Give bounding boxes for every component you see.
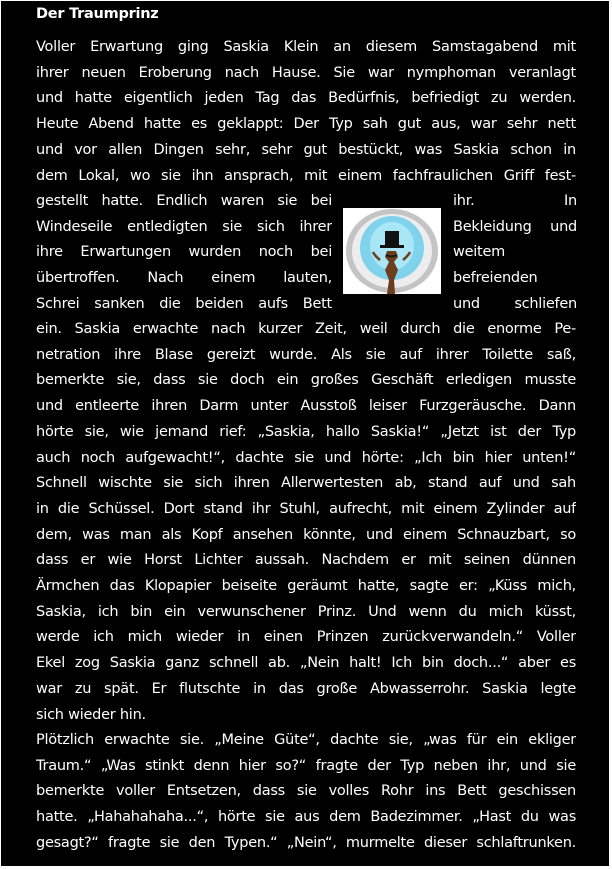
text-line: und schliefen [453, 295, 577, 312]
text-line: ihre Erwartungen wurden noch bei [36, 244, 332, 261]
text-line: und entleerte ihren Darm unter Ausstoß leiser Furzgeräusche. Dann [36, 398, 576, 415]
toilet-top-hat-stool-icon [343, 208, 441, 294]
text-line: Heute Abend hatte es geklappt: Der Typ sah gut aus, war sehr nett [36, 116, 576, 133]
text-line: gestellt hatte. Endlich waren sie bei [36, 193, 332, 209]
text-line: netration ihre Blase gereizt wurde. Als sie auf ihrer Toilette saß, [36, 346, 576, 363]
text-line: Voller Erwartung ging Saskia Klein an diesem Samstagabend mit [36, 39, 576, 55]
story-title: Der Traumprinz [36, 6, 159, 22]
text-line: und vor allen Dingen sehr, sehr gut bestückt, was Saskia schon in [36, 141, 576, 158]
text-line: Saskia, ich bin ein verwunschener Prinz. Und wenn du mich küsst, [36, 603, 576, 620]
text-line: ein. Saskia erwachte nach kurzer Zeit, weil durch die enorme Pe- [36, 321, 576, 337]
text-line: werde ich mich wieder in einen Prinzen zurückverwandeln.“ Voller [36, 629, 576, 646]
text-line: Ärmchen das Klopapier beiseite geräumt hatte, sagte er: „Küss mich, [36, 578, 576, 594]
text-line: dem, was man als Kopf ansehen könnte, und einem Schnauzbart, so [36, 526, 576, 543]
text-line: hörte sie, wie jemand rief: „Saskia, hallo Saskia!“ „Jetzt ist der Typ [36, 423, 576, 440]
text-line: gesagt?“ fragte sie den Typen.“ „Nein“, murmelte dieser schlaftrunken. [36, 834, 576, 851]
text-line: hatte. „Hahahahaha...“, hörte sie aus dem Badezimmer. „Hast du was [36, 809, 576, 826]
text-line: und hatte eigentlich jeden Tag das Bedürfnis, befriedigt zu werden. [36, 90, 576, 107]
text-line: dass er wie Horst Lichter aussah. Nachdem er mit seinen dünnen [36, 552, 576, 569]
text-line: bemerkte sie, dass sie doch ein großes Geschäft erledigen musste [36, 372, 576, 389]
text-line: übertroffen. Nach einem lauten, [36, 270, 332, 287]
toilet-illustration [343, 208, 441, 294]
text-line: in die Schüssel. Dort stand ihr Stuhl, aufrecht, mit einem Zylinder auf [36, 500, 576, 517]
text-line: Schnell wischte sie sich ihren Allerwertesten ab, stand auf und sah [36, 475, 576, 492]
text-line: Traum.“ „Was stinkt denn hier so?“ fragte der Typ neben ihr, und sie [36, 757, 576, 774]
text-line: weitem [453, 244, 506, 261]
text-line: Bekleidung und [453, 218, 577, 235]
text-line: Ekel zog Saskia ganz schnell ab. „Nein halt! Ich bin doch...“ aber es [36, 655, 576, 672]
text-line: dem Lokal, wo sie ihn ansprach, mit einem fachfraulichen Griff fest- [36, 167, 576, 184]
text-line: Plötzlich erwachte sie. „Meine Güte“, dachte sie, „was für ein ekliger [36, 732, 576, 748]
text-line: sich wieder hin. [36, 706, 146, 723]
text-line: auch noch aufgewacht!“, dachte sie und hörte: „Ich bin hier unten!“ [36, 449, 576, 466]
text-line: bemerkte voller Entsetzen, dass sie volles Rohr ins Bett geschissen [36, 783, 576, 800]
text-line: Windeseile entledigten sie sich ihrer [36, 218, 332, 235]
text-line: ihrer neuen Eroberung nach Hause. Sie war nymphoman veranlagt [36, 64, 576, 81]
text-line: war zu spät. Er flutschte in das große Abwasserrohr. Saskia legte [36, 680, 576, 697]
story-page [1, 1, 609, 866]
text-line: ihr. In [453, 193, 577, 209]
text-line: befreienden [453, 270, 538, 287]
text-line: Schrei sanken die beiden aufs Bett [36, 295, 332, 312]
